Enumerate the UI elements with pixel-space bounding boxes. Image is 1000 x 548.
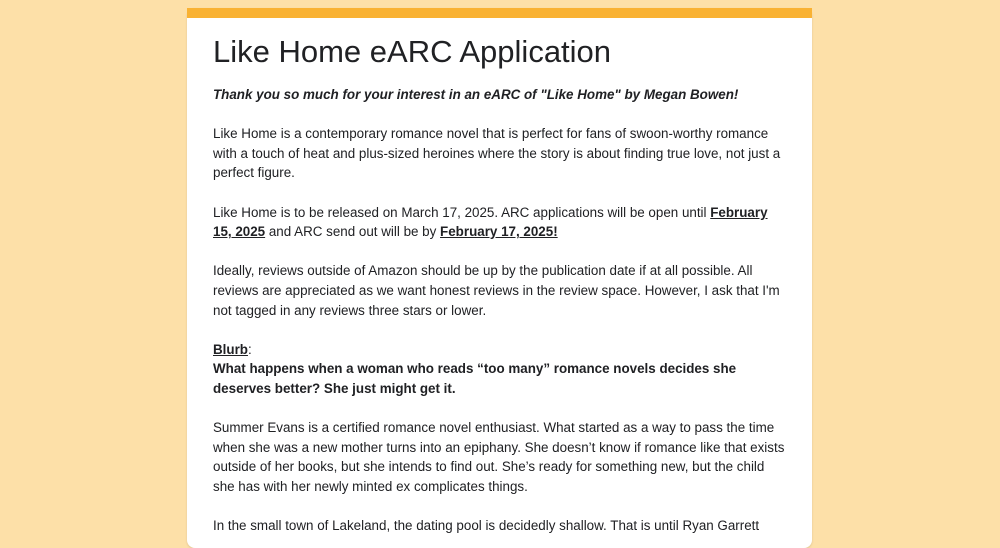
intro-text: Thank you so much for your interest in an eARC of "Like Home" by Megan Bowen! [213,87,739,102]
send-out-date: February 17, 2025! [440,224,558,240]
blurb-paragraph-1: Summer Evans is a certified romance novel enthusiast. What started as a way to pass the time when she was a new mother turns into an epiphany. She doesn’t know if romance like that exists outside of her books, but she intends to find out. She’s ready for something new, but the child she has with her newly minted ex complicates things. [213,420,785,494]
form-title: Like Home eARC Application [213,34,612,69]
release-info [213,203,786,242]
applications-close-date: February 15, 2025 [213,204,768,240]
book-description: Like Home is a contemporary romance novel that is perfect for fans of swoon-worthy romance with a touch of heat and plus-sized heroines where the story is about finding true love, not just a perfect figure. [213,126,781,181]
blurb-label: Blurb [213,341,248,357]
release-text-middle: and ARC send out will be by [265,224,441,240]
form-header-card [187,8,812,548]
blurb-paragraph-2: In the small town of Lakeland, the dating pool is decidedly shallow. That is until Ryan Garrett [213,518,760,534]
blurb-tagline: What happens when a woman who reads “too many” romance novels decides she deserves better? She just might get it. [213,361,737,396]
reviews-note: Ideally, reviews outside of Amazon should be up by the publication date if at all possible. All reviews are appreciated as we want honest reviews in the review space. However, I ask that I'm not tagged in any reviews three stars or lower. [213,263,780,318]
blurb-section [213,340,786,399]
blurb-label-suffix: : [247,341,252,357]
accent-bar [187,8,812,18]
form-description [187,18,812,536]
release-text-before: Like Home is to be released on March 17, 2025. ARC applications will be open until [213,204,711,220]
